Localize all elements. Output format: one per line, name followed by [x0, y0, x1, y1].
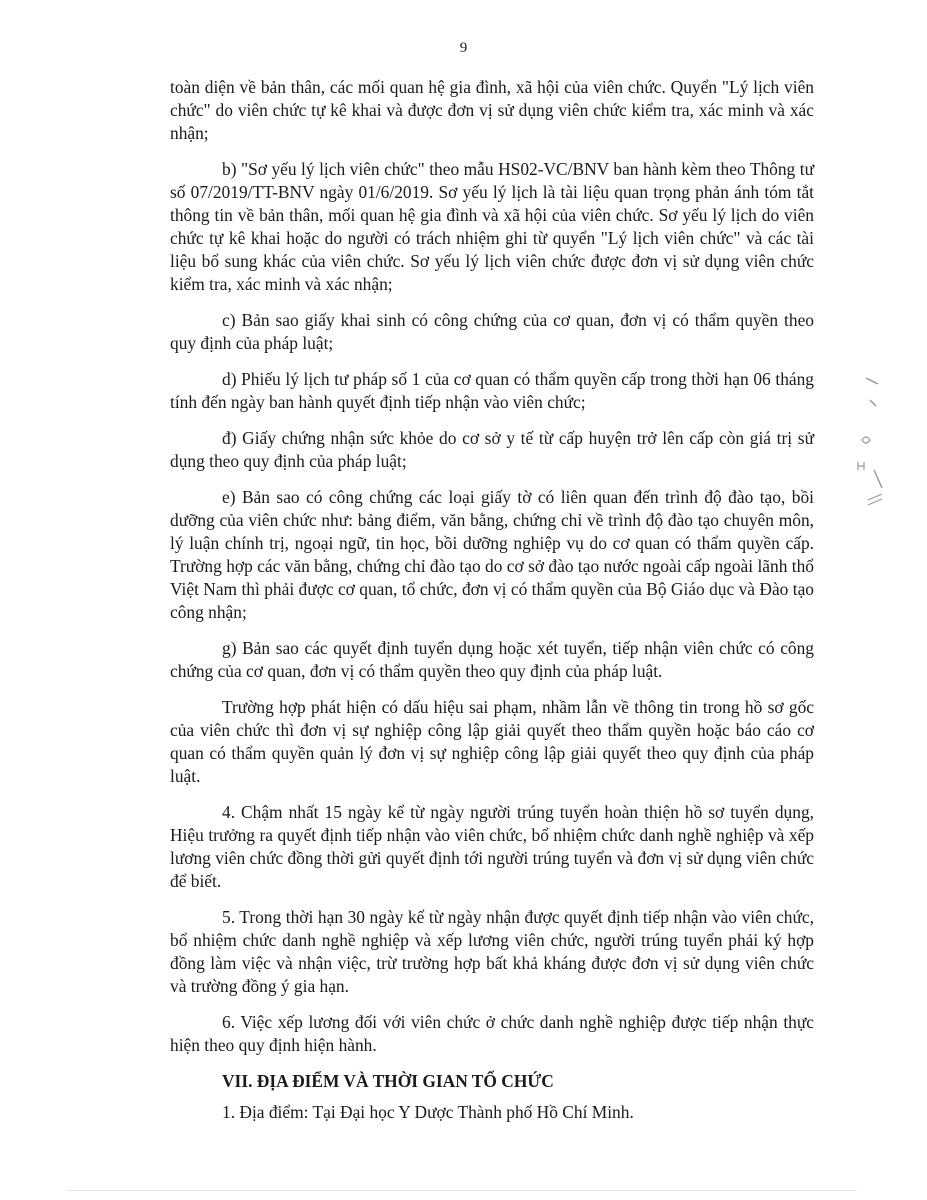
- paragraph-clause-6: 6. Việc xếp lương đối với viên chức ở chức danh nghề nghiệp được tiếp nhận thực hiện theo quy định hiện hành.: [170, 1012, 814, 1055]
- paragraph-item-dd: đ) Giấy chứng nhận sức khỏe do cơ sở y tế từ cấp huyện trở lên cấp còn giá trị sử dụng theo quy định của pháp luật;: [170, 428, 814, 471]
- paragraph-item-e: e) Bản sao có công chứng các loại giấy tờ có liên quan đến trình độ đào tạo, bồi dưỡng của viên chức như: bảng điểm, văn bằng, chứng chỉ về trình độ đào tạo chuyên môn, lý luận chính trị, ngoại ngữ, tin học, bồi dưỡng nghiệp vụ do cơ quan có thẩm quyền cấp. Trường hợp các văn bằng, chứng chỉ đào tạo do cơ sở đào tạo nước ngoài cấp ngoài lãnh thổ Việt Nam thì phải được cơ quan, tổ chức, đơn vị có thẩm quyền của Bộ Giáo dục và Đào tạo công nhận;: [170, 487, 814, 622]
- margin-stamp-marks: [848, 370, 888, 520]
- paragraph-continuation: toàn diện về bản thân, các mối quan hệ gia đình, xã hội của viên chức. Quyển "Lý lịch viên chức" do viên chức tự kê khai và được đơn vị sử dụng viên chức kiểm tra, xác minh và xác nhận;: [170, 77, 814, 143]
- paragraph-item-g: g) Bản sao các quyết định tuyển dụng hoặc xét tuyển, tiếp nhận viên chức có công chứng của cơ quan, đơn vị có thẩm quyền theo quy định của pháp luật.: [170, 638, 814, 681]
- document-body: [170, 76, 814, 1137]
- stamp-edge-icon: [848, 370, 888, 520]
- paragraph-item-c: c) Bản sao giấy khai sinh có công chứng của cơ quan, đơn vị có thẩm quyền theo quy định của pháp luật;: [170, 310, 814, 353]
- paragraph-location: 1. Địa điểm: Tại Đại học Y Dược Thành phố Hồ Chí Minh.: [222, 1102, 634, 1122]
- paragraph-clause-4: 4. Chậm nhất 15 ngày kể từ ngày người trúng tuyển hoàn thiện hồ sơ tuyển dụng, Hiệu trưởng ra quyết định tiếp nhận vào viên chức, bổ nhiệm chức danh nghề nghiệp và xếp lương viên chức đồng thời gửi quyết định tới người trúng tuyển và đơn vị sử dụng viên chức để biết.: [170, 802, 814, 891]
- paragraph-clause-5: 5. Trong thời hạn 30 ngày kể từ ngày nhận được quyết định tiếp nhận vào viên chức, bổ nhiệm chức danh nghề nghiệp và xếp lương viên chức, người trúng tuyển phải ký hợp đồng làm việc và nhận việc, trừ trường hợp bất khả kháng được đơn vị sử dụng viên chức và trường đồng ý gia hạn.: [170, 907, 814, 996]
- section-heading: VII. ĐỊA ĐIỂM VÀ THỜI GIAN TỔ CHỨC: [222, 1071, 554, 1091]
- paragraph-item-b: b) "Sơ yếu lý lịch viên chức" theo mẫu HS02-VC/BNV ban hành kèm theo Thông tư số 07/2019/TT-BNV ngày 01/6/2019. Sơ yếu lý lịch là tài liệu quan trọng phản ánh tóm tắt thông tin về bản thân, mối quan hệ gia đình và xã hội của viên chức. Sơ yếu lý lịch do viên chức tự kê khai hoặc do người có trách nhiệm ghi từ quyển "Lý lịch viên chức" và các tài liệu bổ sung khác của viên chức. Sơ yếu lý lịch viên chức được đơn vị sử dụng viên chức kiểm tra, xác minh và xác nhận;: [170, 159, 814, 294]
- paragraph-item-d: d) Phiếu lý lịch tư pháp số 1 của cơ quan có thẩm quyền cấp trong thời hạn 06 tháng tính đến ngày ban hành quyết định tiếp nhận vào viên chức;: [170, 369, 814, 412]
- paragraph-violation-case: Trường hợp phát hiện có dấu hiệu sai phạm, nhầm lẫn về thông tin trong hồ sơ gốc của viên chức thì đơn vị sự nghiệp công lập giải quyết theo thẩm quyền hoặc báo cáo cơ quan có thẩm quyền quản lý đơn vị sự nghiệp công lập giải quyết theo quy định của pháp luật.: [170, 697, 814, 786]
- page-edge-line: [66, 1190, 857, 1191]
- page-number: 9: [459, 40, 468, 56]
